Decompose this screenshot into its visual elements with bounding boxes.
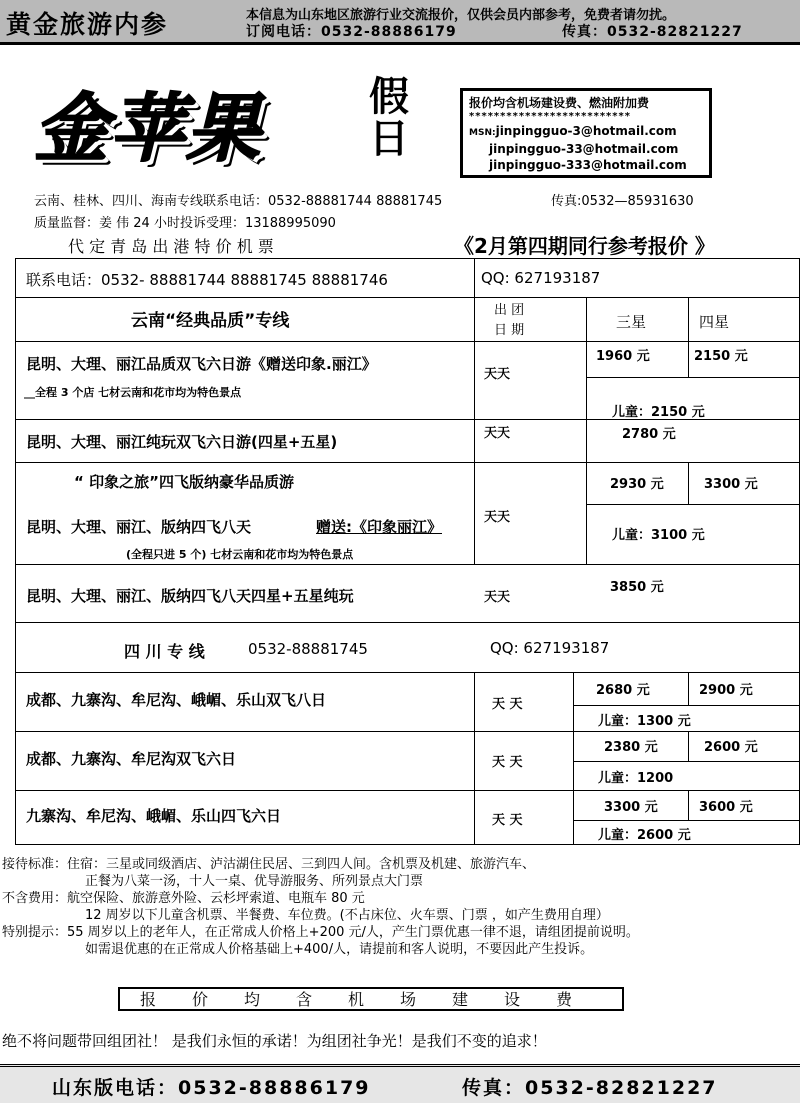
contact-line-3: 代 定 青 岛 出 港 特 价 机 票	[68, 237, 274, 256]
sichuan-route-1-price-3: 2680 元	[596, 683, 650, 698]
route-3-date: 天天	[484, 510, 511, 525]
route-1-child: 儿童：2150 元	[612, 405, 705, 420]
table-qq: QQ: 627193187	[481, 269, 601, 287]
header-fax: 传真：0532-82821227	[562, 24, 743, 40]
issue-title: 《2月第四期同行参考报价 》	[454, 234, 715, 258]
route-2-date: 天天	[484, 426, 511, 441]
sichuan-route-2-title: 成都、九寨沟、牟尼沟双飞六日	[26, 750, 237, 768]
terms-notes	[2, 856, 639, 958]
sichuan-qq: QQ: 627193187	[490, 639, 610, 657]
terms-line-6: 如需退优惠的在正常成人价格基础上+400/人，请提前和客人说明，不要因此产生投诉。	[85, 942, 594, 957]
sichuan-route-1-price-4: 2900 元	[699, 683, 753, 698]
footer-fax: 传真：0532-82821227	[462, 1077, 718, 1099]
route-2-price: 2780 元	[622, 427, 676, 442]
sichuan-phone: 0532-88881745	[248, 640, 368, 658]
route-3-note: (全程只进 5 个) 七材云南和花市均为特色景点	[126, 548, 354, 561]
msn-email-2: jinpingguo-33@hotmail.com	[489, 142, 679, 156]
info-box-stars: **************************	[469, 111, 631, 122]
yunnan-title: 云南“经典品质”专线	[131, 311, 290, 331]
route-3-gift: 赠送:《印象丽江》	[316, 518, 442, 536]
route-1-price-4: 2150 元	[694, 349, 748, 364]
terms-line-5: 特别提示：55 周岁以上的老年人，在正常成人价格上+200 元/人，产生门票优惠一律不退，请组团提前说明。	[2, 925, 639, 940]
price-table	[15, 258, 800, 845]
terms-line-1: 接待标准：住宿：三星或同级酒店、泸沽湖住民居、三到四人间。含机票及机建、旅游汽车、	[2, 857, 536, 872]
slogan: 绝不将问题带回组团社！ 是我们永恒的承诺！为组团社争光！是我们不变的追求！	[2, 1032, 547, 1050]
info-box	[460, 88, 712, 178]
route-3-title-a: “ 印象之旅”四飞版纳豪华品质游	[74, 473, 294, 491]
contact-line-1: 云南、桂林、四川、海南专线联系电话：0532-88881744 88881745	[34, 194, 443, 209]
masthead-notice: 本信息为山东地区旅游行业交流报价，仅供会员内部参考，免费者请勿扰。	[246, 8, 676, 23]
route-2-title: 昆明、大理、丽江纯玩双飞六日游(四星+五星)	[26, 433, 338, 451]
sichuan-route-1-title: 成都、九寨沟、牟尼沟、峨嵋、乐山双飞八日	[26, 691, 327, 709]
route-4-title: 昆明、大理、丽江、版纳四飞八天四星+五星纯玩	[26, 587, 354, 605]
sichuan-title: 四 川 专 线	[124, 642, 205, 661]
terms-line-4: 12 周岁以下儿童含机票、半餐费、车位费。(不占床位、火车票、门票 ，如产生费用自理）	[85, 908, 609, 923]
masthead-bar	[0, 0, 800, 45]
sichuan-route-3-date: 天 天	[492, 813, 523, 828]
footer-phone: 山东版电话：0532-88886179	[52, 1077, 371, 1099]
footer-bar	[0, 1064, 800, 1103]
date-header-2: 日 期	[494, 323, 525, 338]
terms-line-2: 正餐为八菜一汤，十人一桌、优导游服务、所列景点大门票	[85, 874, 424, 889]
subscribe-phone: 订阅电话：0532-88886179	[246, 24, 457, 40]
sichuan-route-1-date: 天 天	[492, 697, 523, 712]
sichuan-route-2-child: 儿童：1200	[598, 771, 674, 786]
terms-line-3: 不含费用：航空保险、旅游意外险、云杉坪索道、电瓶车 80 元	[2, 891, 365, 906]
date-header-1: 出 团	[494, 303, 525, 318]
route-4-price: 3850 元	[610, 580, 664, 595]
route-3-child: 儿童：3100 元	[612, 528, 705, 543]
route-3-price-3: 2930 元	[610, 477, 664, 492]
info-box-title: 报价均含机场建设费、燃油附加费	[469, 96, 650, 110]
route-1-price-3: 1960 元	[596, 349, 650, 364]
sichuan-route-3-price-4: 3600 元	[699, 800, 753, 815]
route-3-price-4: 3300 元	[704, 477, 758, 492]
boxed-note: 报价均含机场建设费	[118, 987, 624, 1011]
route-3-title-b: 昆明、大理、丽江、版纳四飞八天	[26, 518, 252, 536]
sichuan-route-3-price-3: 3300 元	[604, 800, 658, 815]
sichuan-route-1-child: 儿童：1300 元	[598, 714, 691, 729]
table-phone: 联系电话：0532- 88881744 88881745 88881746	[26, 271, 388, 289]
four-star-header: 四星	[699, 313, 730, 331]
contact-line-2: 质量监督：姜 伟 24 小时投诉受理：13188995090	[34, 216, 336, 231]
route-4-date: 天天	[484, 590, 511, 605]
three-star-header: 三星	[616, 313, 647, 331]
sichuan-route-3-child: 儿童：2600 元	[598, 828, 691, 843]
msn-label: MSN:	[469, 128, 496, 138]
route-1-date: 天天	[484, 367, 511, 382]
masthead-title: 黄金旅游内参	[6, 10, 169, 39]
brand-suffix: 假日	[369, 74, 409, 162]
brand-logo: 金苹果	[34, 86, 262, 172]
msn-email-3: jinpingguo-333@hotmail.com	[489, 158, 687, 172]
msn-email-1: jinpingguo-3@hotmail.com	[495, 124, 677, 138]
route-1-note: __全程 3 个店 七材云南和花市均为特色景点	[24, 386, 242, 399]
sichuan-route-3-title: 九寨沟、牟尼沟、峨嵋、乐山四飞六日	[26, 807, 282, 825]
sichuan-route-2-price-4: 2600 元	[704, 740, 758, 755]
contact-fax: 传真:0532—85931630	[551, 194, 694, 209]
route-1-title: 昆明、大理、丽江品质双飞六日游《赠送印象.丽江》	[26, 355, 377, 373]
sichuan-route-2-date: 天 天	[492, 755, 523, 770]
sichuan-route-2-price-3: 2380 元	[604, 740, 658, 755]
